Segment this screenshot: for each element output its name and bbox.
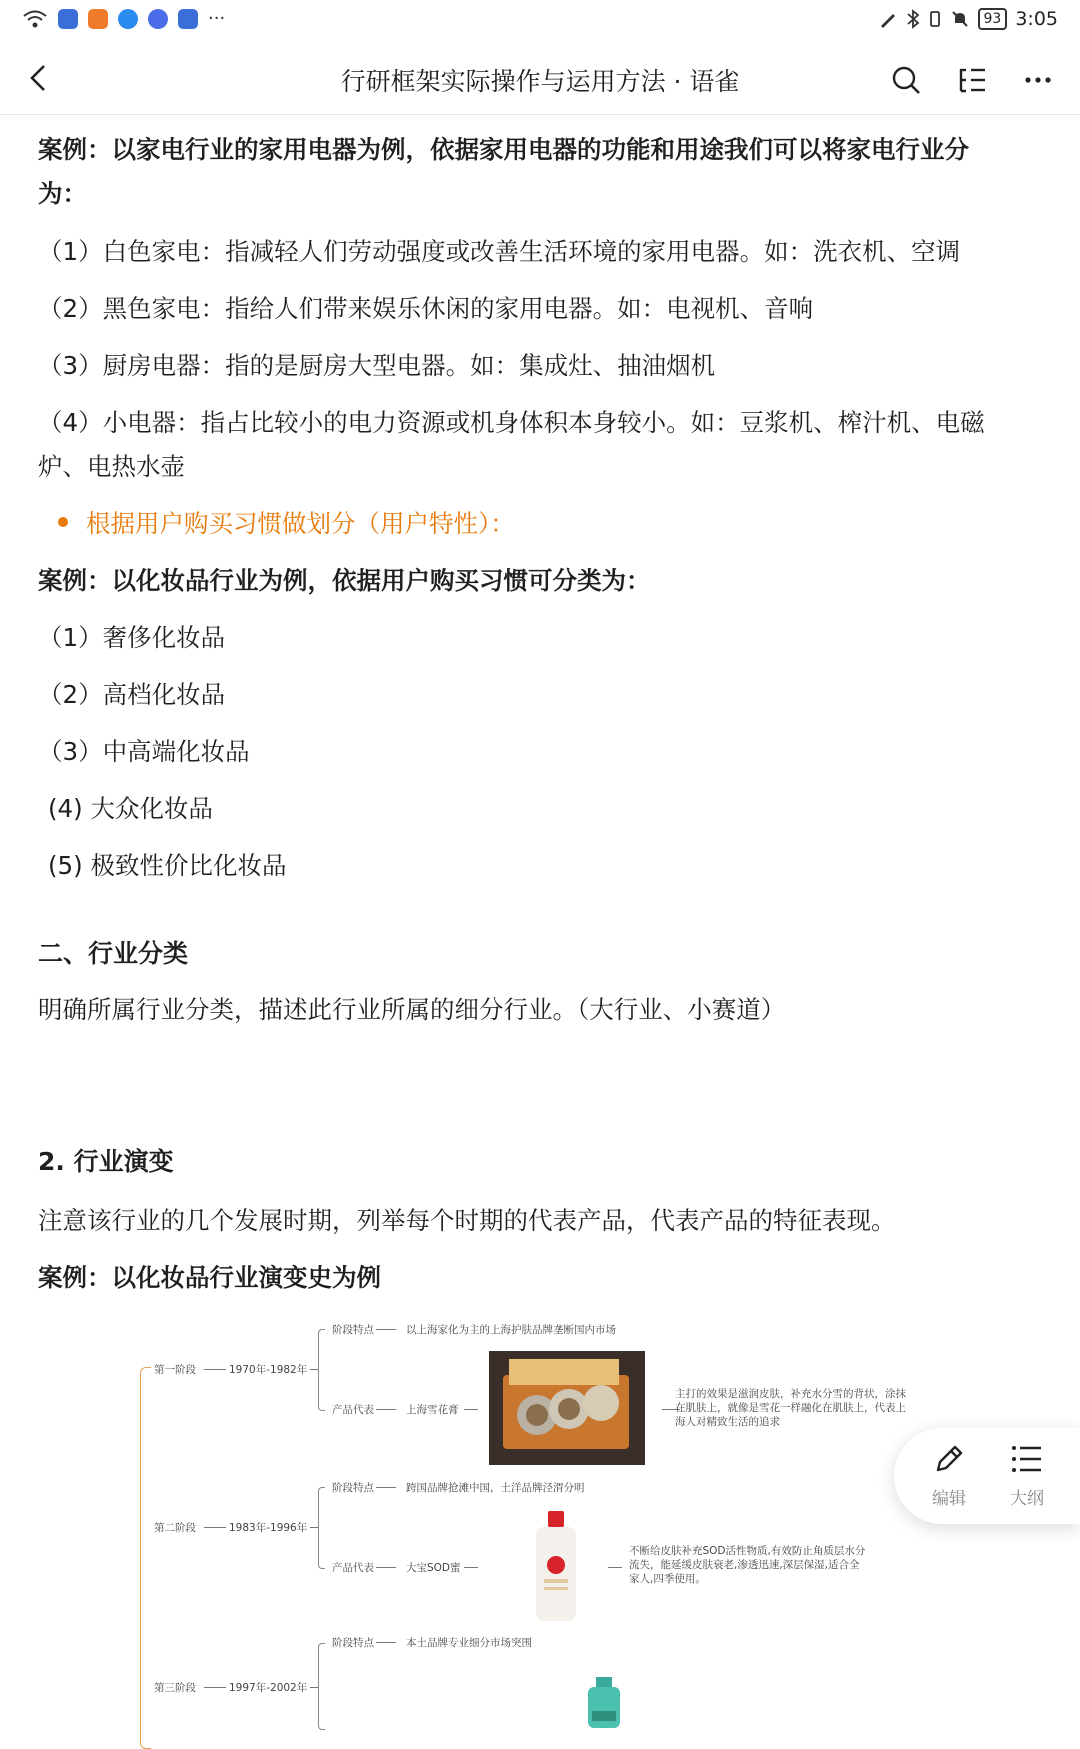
stage-period: 1970年-1982年 (229, 1364, 308, 1376)
list-item: （2）黑色家电：指给人们带来娱乐休闲的家用电器。如：电视机、音响 (38, 294, 814, 323)
stage-name: 第一阶段 (154, 1364, 196, 1376)
case-heading-appliances-cont: 为： (38, 179, 87, 208)
more-options-button[interactable] (1016, 58, 1060, 102)
section-paragraph: 明确所属行业分类，描述此行业所属的细分行业。（大行业、小赛道） (38, 995, 786, 1024)
mute-bell-icon (950, 9, 970, 29)
stage-trait: 跨国品牌抢滩中国，土洋品牌泾渭分明 (406, 1482, 585, 1494)
connector-line (376, 1329, 396, 1330)
pencil-icon (932, 1442, 966, 1476)
bullet-dot-icon (58, 517, 68, 527)
more-horizontal-icon (1023, 65, 1053, 95)
connector-line (204, 1369, 226, 1370)
list-item: (5) 极致性价比化妆品 (48, 851, 287, 880)
stage-product-desc: 主打的效果是滋润皮肤，补充水分雪的背状，涂抹在肌肤上，就像是雪花一样融化在肌肤上，代表上海人对精致生活的追求 (675, 1388, 906, 1428)
edit-label: 编辑 (932, 1489, 966, 1509)
list-item: （3）厨房电器：指的是厨房大型电器。如：集成灶、抽油烟机 (38, 351, 716, 380)
stage-bracket (318, 1329, 325, 1411)
stage-trait-label: 阶段特点 (332, 1482, 374, 1494)
connector-line (310, 1687, 318, 1688)
top-nav-bar (0, 44, 1080, 115)
outline-label: 大纲 (1010, 1489, 1044, 1509)
search-icon (891, 65, 921, 95)
stage-name: 第二阶段 (154, 1522, 196, 1534)
stage-trait-label: 阶段特点 (332, 1637, 374, 1649)
status-bar (0, 0, 1080, 44)
outline-button[interactable] (992, 1442, 1062, 1512)
wifi-icon (22, 9, 48, 29)
stage-product: 上海雪花膏 (406, 1404, 459, 1416)
case-heading-cosmetics: 案例：以化妆品行业为例，依据用户购买习惯可分类为： (38, 566, 651, 595)
outline-list-icon (1010, 1442, 1044, 1476)
connector-line (310, 1369, 318, 1370)
vibrate-icon (928, 9, 942, 29)
stage-product-label: 产品代表 (332, 1562, 374, 1574)
list-item: (4) 大众化妆品 (48, 794, 213, 823)
connector-line (464, 1567, 478, 1568)
snow-cream-product-image (489, 1351, 645, 1465)
toc-button[interactable] (950, 58, 994, 102)
bullet-text: 根据用户购买习惯做划分（用户特性）： (86, 509, 515, 538)
stage-trait-label: 阶段特点 (332, 1324, 374, 1336)
evolution-mindmap-image[interactable] (130, 1315, 920, 1728)
stage-product-desc: 不断给皮肤补充SOD活性物质,有效防止角质层水分流失，能延缓皮肤衰老,渗透迅速,深层保湿,适合全家人,四季使用。 (629, 1545, 866, 1585)
connector-line (376, 1567, 396, 1568)
status-bar-notifications (22, 8, 225, 29)
mindmap-main-bracket (140, 1367, 151, 1749)
stage-product-label: 产品代表 (332, 1404, 374, 1416)
page-title: 行研框架实际操作与运用方法 · 语雀 (340, 67, 740, 96)
browser-app-icon (118, 9, 138, 29)
stage-name: 第三阶段 (154, 1682, 196, 1694)
connector-line (464, 1409, 478, 1410)
pen-icon (878, 9, 898, 29)
stage-period: 1983年-1996年 (229, 1522, 308, 1534)
dabao-sod-product-image (514, 1509, 598, 1627)
app-notification-icon (58, 9, 78, 29)
section-heading-industry: 二、行业分类 (38, 939, 189, 968)
connector-line (310, 1527, 318, 1528)
back-arrow-icon (27, 63, 49, 93)
list-item: （4）小电器：指占比较小的电力资源或机身体积本身较小。如：豆浆机、榨汁机、电磁 (38, 408, 985, 437)
list-item: （1）白色家电：指减轻人们劳动强度或改善生活环境的家用电器。如：洗衣机、空调 (38, 237, 961, 266)
stage3-product-image (582, 1677, 626, 1728)
connector-line (204, 1687, 226, 1688)
connector-line (376, 1487, 396, 1488)
bullet-item (58, 502, 515, 546)
section-heading-evolution: 2. 行业演变 (38, 1147, 174, 1176)
stage-period: 1997年-2002年 (229, 1682, 308, 1694)
bluetooth-icon (906, 9, 920, 29)
table-of-contents-icon (957, 65, 987, 95)
nav-actions (884, 58, 1060, 102)
list-item: （1）奢侈化妆品 (38, 623, 226, 652)
connector-line (608, 1567, 622, 1568)
stage-trait: 本土品牌专业细分市场突围 (406, 1637, 532, 1649)
stage-trait: 以上海家化为主的上海护肤品牌垄断国内市场 (406, 1324, 616, 1336)
search-button[interactable] (884, 58, 928, 102)
connector-line (376, 1642, 396, 1643)
back-button[interactable] (18, 58, 58, 98)
floating-action-panel (894, 1428, 1080, 1524)
status-time: 3:05 (1015, 8, 1058, 30)
section-paragraph: 注意该行业的几个发展时期，列举每个时期的代表产品，代表产品的特征表现。 (38, 1206, 896, 1235)
more-notifications-icon: ··· (208, 8, 226, 29)
list-item: （2）高档化妆品 (38, 680, 226, 709)
status-bar-system (878, 8, 1059, 30)
connector-line (204, 1527, 226, 1528)
list-item-cont: 炉、电热水壶 (38, 452, 185, 481)
stage-bracket (318, 1643, 325, 1730)
stage-bracket (318, 1487, 325, 1569)
battery-icon: 93 (978, 8, 1008, 30)
app-notification-icon-2 (178, 9, 198, 29)
case-heading-evolution: 案例：以化妆品行业演变史为例 (38, 1263, 381, 1292)
list-item: （3）中高端化妆品 (38, 737, 250, 766)
connector-line (376, 1409, 396, 1410)
video-app-icon (88, 9, 108, 29)
stage-product: 大宝SOD蜜 (406, 1562, 461, 1574)
case-heading-appliances: 案例：以家电行业的家用电器为例，依据家用电器的功能和用途我们可以将家电行业分 (38, 135, 969, 164)
music-app-icon (148, 9, 168, 29)
edit-button[interactable] (914, 1442, 984, 1512)
